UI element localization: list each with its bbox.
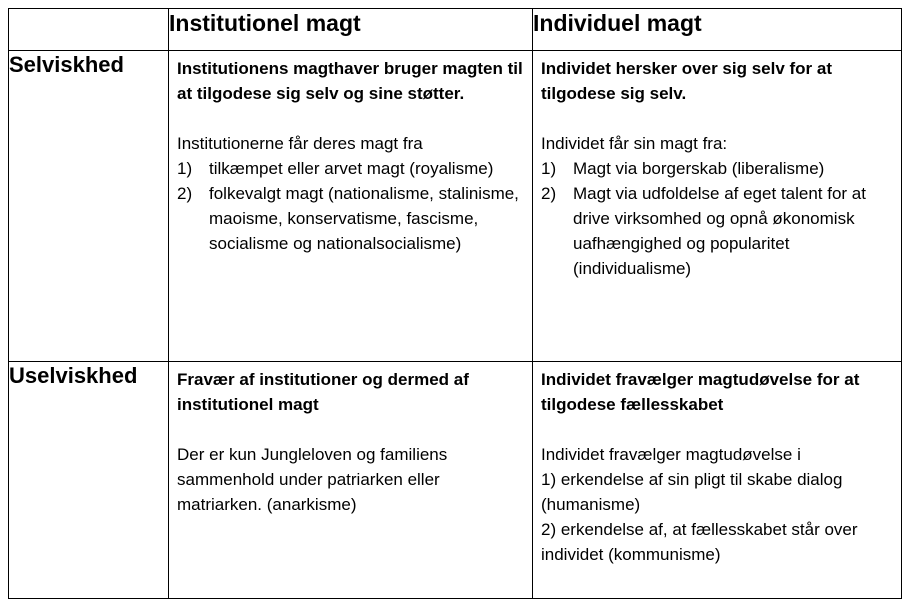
cell-uselviskhed-individual <box>533 362 902 599</box>
list-number: 1) <box>541 159 557 178</box>
cell-intro: Individet får sin magt fra: <box>541 134 728 153</box>
row-uselviskhed <box>9 362 902 599</box>
cell-line: 2) erkendelse af, at fællesskabet står over individet (kommunisme) <box>541 520 858 564</box>
list-number: 1) <box>177 159 193 178</box>
cell-intro: Individet fravælger magtudøvelse i <box>541 445 801 464</box>
power-matrix-table <box>8 8 902 599</box>
list-item <box>177 181 524 256</box>
cell-line: 1) erkendelse af sin pligt til skabe dialog (humanisme) <box>541 470 843 514</box>
cell-body: Der er kun Jungleloven og familiens sammenhold under patriarken eller matriarken. (anarkisme) <box>177 445 448 514</box>
list-text: Magt via udfoldelse af eget talent for at drive virksomhed og opnå økonomisk uafhængighed og popularitet (individualisme) <box>573 184 866 278</box>
cell-heading: Institutionens magthaver bruger magten til at tilgodese sig selv og sine støtter. <box>177 59 523 103</box>
cell-selviskhed-institutional <box>169 51 533 362</box>
list-item <box>541 181 893 281</box>
cell-intro: Institutionerne får deres magt fra <box>177 134 423 153</box>
cell-uselviskhed-institutional <box>169 362 533 599</box>
numbered-list <box>541 156 893 281</box>
header-row <box>9 9 902 51</box>
cell-heading: Individet fravælger magtudøvelse for at tilgodese fællesskabet <box>541 370 860 414</box>
column-header-institutional: Institutionel magt <box>169 9 533 51</box>
corner-cell <box>9 9 169 51</box>
list-text: folkevalgt magt (nationalisme, stalinisme, maoisme, konservatisme, fascisme, socialisme og nationalsocialisme) <box>209 184 519 253</box>
list-text: Magt via borgerskab (liberalisme) <box>573 159 825 178</box>
cell-heading: Individet hersker over sig selv for at tilgodese sig selv. <box>541 59 833 103</box>
list-text: tilkæmpet eller arvet magt (royalisme) <box>209 159 494 178</box>
cell-selviskhed-individual <box>533 51 902 362</box>
row-selviskhed <box>9 51 902 362</box>
list-item <box>541 156 893 181</box>
row-header-selviskhed: Selviskhed <box>9 51 169 362</box>
cell-heading: Fravær af institutioner og dermed af institutionel magt <box>177 370 469 414</box>
list-number: 2) <box>541 184 557 203</box>
row-header-uselviskhed: Uselviskhed <box>9 362 169 599</box>
numbered-list <box>177 156 524 256</box>
list-item <box>177 156 524 181</box>
list-number: 2) <box>177 184 193 203</box>
column-header-individual: Individuel magt <box>533 9 902 51</box>
